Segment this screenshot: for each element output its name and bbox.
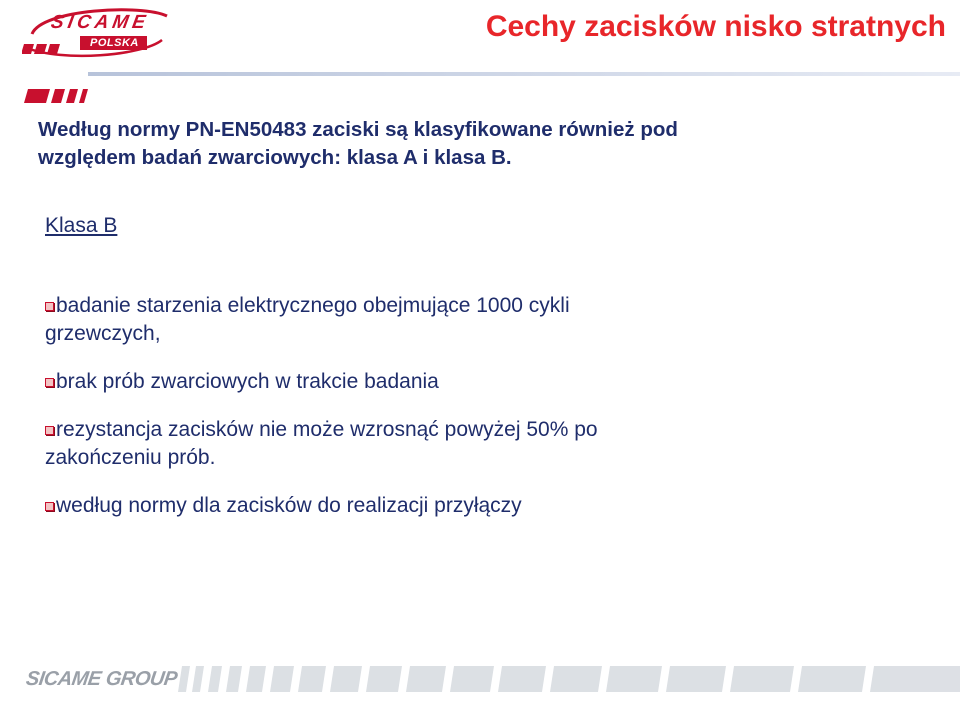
checkbox-square-icon (45, 426, 54, 435)
list-item-text: grzewczych, (45, 322, 161, 345)
list-item-text: zakończeniu prób. (45, 446, 216, 469)
list-item-text: według normy dla zacisków do realizacji przyłączy (56, 494, 522, 517)
list-item-text: rezystancja zacisków nie może wzrosnąć powyżej 50% po (56, 418, 598, 441)
list-item (45, 368, 925, 396)
checkbox-square-icon (45, 502, 54, 511)
sicame-polska-logo (22, 4, 172, 62)
footer-stripes-decoration (178, 662, 960, 696)
checkbox-square-icon (45, 378, 54, 387)
list-item-text: badanie starzenia elektrycznego obejmujące 1000 cykli (56, 294, 570, 317)
bullet-list (45, 292, 925, 540)
sicame-group-logo: SICAME GROUP (24, 668, 179, 690)
list-item (45, 492, 925, 520)
intro-line: Według normy PN-EN50483 zaciski są klasyfikowane również pod (38, 118, 678, 141)
intro-paragraph (38, 116, 918, 172)
logo-wordmark: SICAME (49, 12, 151, 33)
header-divider (88, 72, 960, 76)
checkbox-square-icon (45, 302, 54, 311)
red-stripes-icon (24, 87, 94, 105)
list-item (45, 292, 925, 348)
logo-subtitle: POLSKA (80, 36, 147, 50)
page-title: Cechy zacisków nisko stratnych (485, 10, 946, 43)
intro-line: względem badań zwarciowych: klasa A i klasa B. (38, 146, 512, 169)
list-item (45, 416, 925, 472)
class-b-heading: Klasa B (45, 214, 118, 237)
list-item-text: brak prób zwarciowych w trakcie badania (56, 370, 439, 393)
